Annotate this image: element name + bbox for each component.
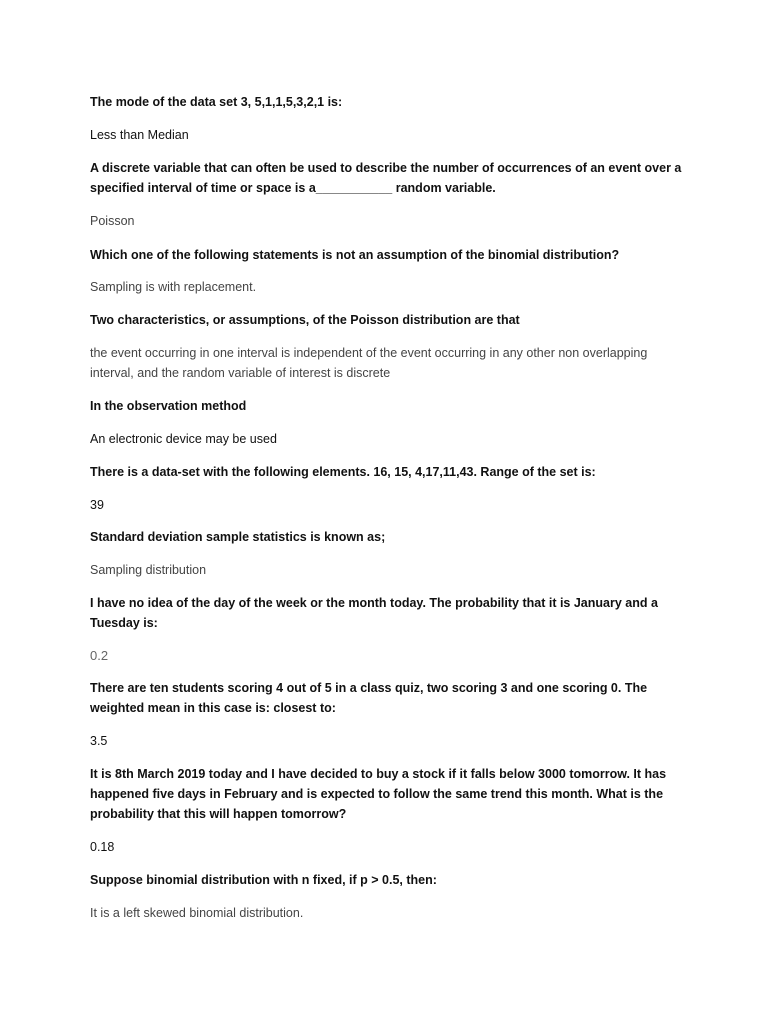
question-4: Two characteristics, or assumptions, of the Poisson distribution are that [90, 313, 520, 327]
answer-3: Sampling is with replacement. [90, 280, 257, 294]
answer-11: It is a left skewed binomial distribution. [90, 906, 304, 920]
question-8: I have no idea of the day of the week or the month today. The probability that it is January and a Tuesday is: [90, 596, 658, 630]
question-2: A discrete variable that can often be used to describe the number of occurrences of an event over a specified interval of time or space is a___________ random variable. [90, 161, 682, 195]
answer-8: 0.2 [90, 648, 109, 663]
question-6: There is a data-set with the following elements. 16, 15, 4,17,11,43. Range of the set is: [90, 465, 596, 479]
answer-6: 39 [90, 498, 104, 512]
question-3: Which one of the following statements is not an assumption of the binomial distribution? [90, 248, 620, 262]
answer-10: 0.18 [90, 840, 115, 854]
question-11: Suppose binomial distribution with n fixed, if p > 0.5, then: [90, 873, 437, 887]
answer-5: An electronic device may be used [90, 432, 277, 446]
answer-4: the event occurring in one interval is independent of the event occurring in any other non overlapping interval, and the random variable of interest is discrete [90, 346, 648, 380]
answer-9: 3.5 [90, 734, 108, 748]
answer-1: Less than Median [90, 128, 189, 142]
answer-7: Sampling distribution [90, 563, 207, 577]
answer-2: Poisson [90, 214, 135, 228]
question-1: The mode of the data set 3, 5,1,1,5,3,2,1 is: [90, 95, 343, 109]
question-7: Standard deviation sample statistics is known as; [90, 530, 386, 544]
question-9: There are ten students scoring 4 out of 5 in a class quiz, two scoring 3 and one scoring 0. The weighted mean in this case is: closest to: [90, 681, 648, 715]
question-5: In the observation method [90, 399, 247, 413]
question-10: It is 8th March 2019 today and I have decided to buy a stock if it falls below 3000 tomorrow. It has happened five days in February and is expected to follow the same trend this month. What is the probability that this will happen tomorrow? [90, 767, 667, 821]
